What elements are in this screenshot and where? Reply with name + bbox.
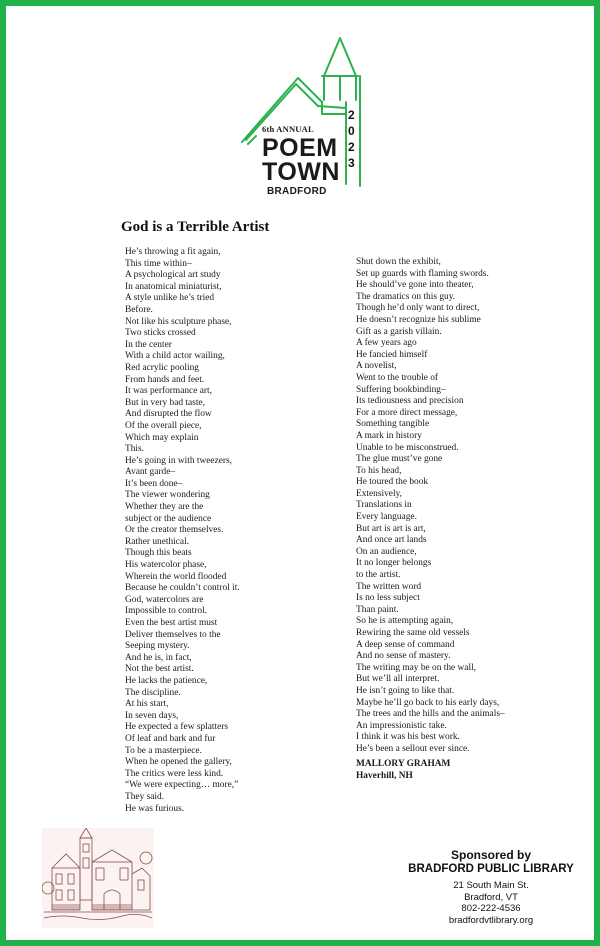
poem-line: This. [125, 444, 145, 455]
sponsor-block [406, 848, 576, 926]
poem-line: From hands and feet. [125, 374, 205, 385]
poem-line: A psychological art study [125, 270, 221, 281]
poem-line: A novelist, [356, 361, 397, 372]
poem-line: He’s throwing a fit again, [125, 247, 221, 257]
poem-line: So he is attempting again, [356, 616, 454, 627]
sponsor-heading: Sponsored by [450, 848, 531, 862]
poem-line: The discipline. [125, 687, 181, 698]
poem-line: Set up guards with flaming swords. [356, 268, 489, 279]
poem-line: A style unlike he’s tried [125, 293, 215, 304]
poem-line: Of leaf and bark and fur [125, 733, 216, 744]
poem-line: In the center [125, 339, 172, 350]
poem-line: “We were expecting… more,” [125, 780, 239, 791]
author-block [356, 758, 450, 782]
poem-line: Not like his sculpture phase, [125, 316, 232, 327]
poem-line: Whether they are the [125, 502, 204, 513]
poem-line: Wherein the world flooded [125, 571, 227, 582]
poem-line: The trees and the hills and the animals– [356, 709, 505, 720]
annual-label: 6th ANNUAL [262, 124, 314, 134]
poem-line: Two sticks crossed [125, 328, 196, 339]
library-building-sketch-icon [42, 828, 154, 928]
author-name: MALLORY GRAHAM [356, 759, 451, 769]
poem-line: Suffering bookbinding– [356, 384, 446, 395]
poem-line: Is no less subject [356, 593, 420, 604]
poem-line: This time within– [125, 258, 192, 269]
poem-line: On an audience, [356, 546, 417, 557]
poem-line: To his head, [356, 465, 402, 476]
poem-line: Maybe he’ll go back to his early days, [356, 697, 500, 708]
sponsor-address-street: 21 South Main St. [453, 880, 529, 891]
poem-line: They said. [125, 791, 165, 802]
poem-line: Shut down the exhibit, [356, 257, 441, 267]
poem-line: Extensively, [356, 488, 402, 499]
poem-line: The writing may be on the wall, [356, 662, 477, 673]
poem-line: And he is, in fact, [125, 652, 192, 663]
poem-line: Red acrylic pooling [125, 362, 199, 373]
sponsor-website[interactable]: bradfordvtlibrary.org [448, 914, 534, 926]
poem-line: He fancied himself [356, 349, 428, 360]
poem-line: Avant garde– [125, 467, 176, 478]
poem-line: It’s been done– [125, 478, 183, 489]
sponsor-address-city: Bradford, VT [464, 891, 518, 903]
poem-line: For a more direct message, [356, 407, 458, 418]
poem-title: God is a Terrible Artist [121, 219, 270, 235]
poem-line: Because he couldn’t control it. [125, 583, 240, 594]
poem-line: I think it was his best work. [356, 732, 460, 743]
town-wordmark: TOWN [262, 158, 340, 186]
poem-line: He was furious. [125, 803, 185, 814]
poem-line: Rewiring the same old vessels [356, 628, 470, 638]
poem-line: In anatomical miniaturist, [125, 281, 222, 292]
poem-line: Unable to be misconstrued. [356, 442, 459, 453]
poem-town-logo [236, 36, 376, 206]
poem-line: The viewer wondering [125, 490, 210, 501]
poem-line: A deep sense of command [356, 639, 455, 650]
poem-line: Even the best artist must [125, 618, 218, 628]
poem-line: To be a masterpiece. [125, 745, 202, 756]
poem-column-right [356, 257, 505, 756]
poem-line: With a child actor wailing, [125, 351, 225, 362]
poem-line: When he opened the gallery, [125, 757, 232, 768]
poem-line: God, watercolors are [125, 594, 204, 605]
poem-line: Of the overall piece, [125, 420, 202, 431]
poem-line: Or the creator themselves. [125, 525, 224, 536]
poem-line: And once art lands [356, 535, 427, 546]
poem-line: Though he’d only want to direct, [356, 303, 480, 314]
poem-line: Went to the trouble of [356, 372, 439, 383]
poem-line: The written word [356, 581, 422, 592]
poem-line: Deliver themselves to the [125, 629, 221, 640]
poem-line: An impressionistic take. [356, 720, 447, 731]
year-digit: 3 [348, 156, 355, 170]
poem-line: Which may explain [125, 432, 199, 443]
poem-line: But in very bad taste, [125, 397, 205, 408]
poem-line: He doesn’t recognize his sublime [356, 314, 481, 325]
poem-line: He lacks the patience, [125, 675, 208, 686]
poem-line: subject or the audience [125, 513, 212, 524]
poem-line: The critics were less kind. [125, 768, 224, 779]
poem-line: A few years ago [356, 338, 417, 349]
poem-line: He expected a few splatters [125, 722, 229, 733]
poem-line: And disrupted the flow [125, 409, 212, 420]
poem-line: Impossible to control. [125, 606, 208, 617]
poem-line: Something tangible [356, 419, 430, 430]
poem-line: But we’ll all interpret. [356, 674, 440, 685]
poem-line: Gift as a garish villain. [356, 326, 442, 337]
poem-wordmark: POEM [262, 134, 338, 162]
poem-line: In seven days, [125, 710, 179, 721]
poem-line: It no longer belongs [356, 558, 432, 569]
poem-line: The glue must’ve gone [356, 454, 443, 465]
poem-line: Seeping mystery. [125, 641, 190, 652]
poem-line: His watercolor phase, [125, 560, 207, 571]
poem-line: to the artist. [356, 570, 401, 581]
poem-line: But art is art is art, [356, 523, 426, 534]
sponsor-contact [406, 880, 576, 926]
year-digit: 2 [348, 108, 355, 122]
poem-line: Before. [125, 304, 153, 315]
poem-line: And no sense of mastery. [356, 651, 451, 662]
sponsor-phone: 802-222-4536 [461, 903, 521, 914]
poem-column-left [125, 247, 240, 815]
poem-line: Though this beats [125, 548, 192, 559]
year-digit: 2 [348, 140, 355, 154]
poem-line: Than paint. [356, 604, 399, 615]
poem-line: A mark in history [356, 430, 422, 441]
bradford-wordmark: BRADFORD [267, 186, 327, 197]
year-digit: 0 [348, 124, 355, 138]
poem-line: He isn’t going to like that. [356, 685, 455, 696]
poem-line: It was performance art, [125, 386, 212, 397]
poem-line: At his start, [125, 699, 169, 710]
poem-line: Its tediousness and precision [356, 396, 464, 407]
poem-line: He’s going in with tweezers, [125, 455, 233, 466]
poem-line: The dramatics on this guy. [356, 291, 456, 302]
poem-line: Rather unethical. [125, 536, 190, 547]
poem-line: He should’ve gone into theater, [356, 280, 474, 291]
poem-line: Not the best artist. [125, 664, 194, 675]
poem-line: He toured the book [356, 477, 429, 488]
sponsor-name: BRADFORD PUBLIC LIBRARY [408, 863, 574, 875]
poem-line: He’s been a sellout ever since. [356, 743, 470, 754]
poem-line: Translations in [356, 500, 412, 511]
author-location: Haverhill, NH [356, 771, 413, 781]
poem-line: Every language. [356, 512, 417, 523]
